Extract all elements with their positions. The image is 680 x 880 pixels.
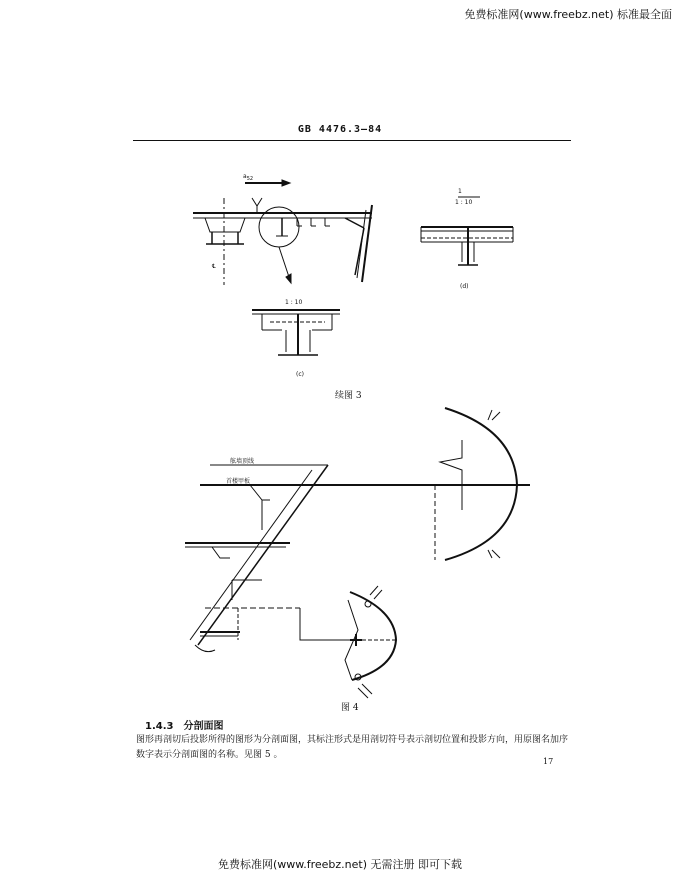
fig4-small-arc (345, 586, 396, 698)
fig3-detail-c (252, 310, 340, 355)
standard-number: GB 4476.3—84 (297, 124, 383, 135)
section-body: 图形再剖切后投影所得的图形为分剖面图，其标注形式是用剖切符号表示剖切位置和投影方向，用原图名加序数字表示分剖面图的名称。见图 5 。 (136, 735, 569, 760)
figure4-caption: 图 4 (341, 703, 359, 713)
section-number: 1.4.3 (145, 721, 174, 732)
fig4-label-bulwark: 舷墙顶线 (230, 458, 255, 465)
fig3-view-d (421, 197, 513, 265)
fig3-main-view (193, 180, 372, 285)
figure3-caption: 续图 3 (335, 391, 362, 401)
watermark-bottom: 免费标准网(www.freebz.net) 无需注册 即可下载 (217, 858, 463, 871)
section-title: 分剖面图 (183, 721, 224, 732)
section-heading (145, 717, 233, 732)
fig3c-label: (c) (296, 371, 304, 378)
fig4-label-deck: 首楼甲板 (226, 478, 251, 485)
fig3d-scale-bottom: 1 : 10 (455, 199, 473, 206)
fig4-bow-profile (185, 465, 530, 652)
fig3d-scale-top: 1 (458, 188, 462, 195)
watermark-top: 免费标准网(www.freebz.net) 标准最全面 (464, 8, 672, 21)
fig3-arrow-label: $a_{52}$ (243, 173, 254, 183)
page-number: 17 (543, 757, 554, 766)
fig3-centerline-mark: ℄ (212, 263, 216, 270)
fig3d-label: (d) (460, 283, 469, 290)
fig3c-scale: 1 : 10 (285, 299, 303, 306)
